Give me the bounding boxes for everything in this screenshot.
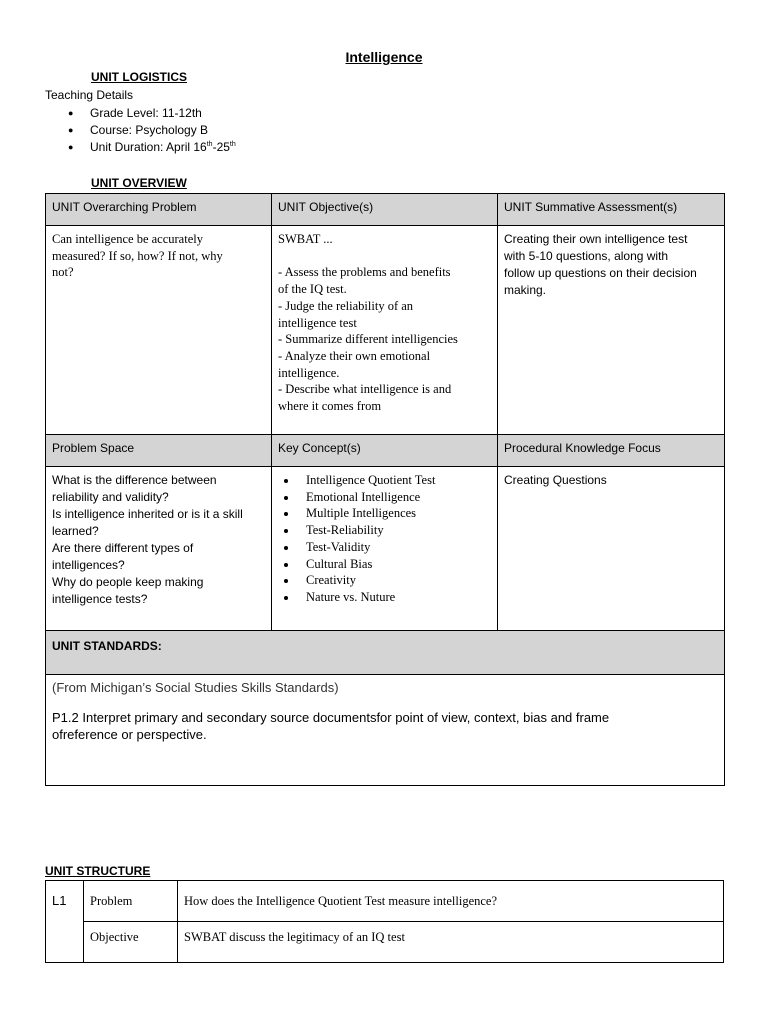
problem-space-header: Problem Space [46,435,272,467]
problem-space-body-row [46,467,725,631]
standards-source-text: (From Michigan’s Social Studies Skills Standards) [52,680,339,695]
problem-space-header-row [46,435,725,467]
key-concept-item: • Cultural Bias [298,556,491,573]
key-concept-item: • Nature vs. Nuture [298,589,491,606]
duration-sup-end: th [229,141,236,148]
unit-duration-item [60,139,236,156]
course-item: ● Course: Psychology B [60,122,236,139]
unit-logistics-heading: UNIT LOGISTICS [91,70,187,84]
standards-header-row [46,631,725,675]
lesson-objective-text: SWBAT discuss the legitimacy of an IQ test [178,922,724,963]
teaching-details-label: Teaching Details [45,88,134,102]
key-concept-item: • Test-Validity [298,539,491,556]
objectives-text: SWBAT ... - Assess the problems and benefits of the IQ test. - Judge the reliability of an intelligence test - Summarize different intelligencies - Analyze their own emotional intelligence. - Describe what intelligence is and where it comes from [278,232,458,414]
duration-mid: -25 [212,140,230,154]
unit-standards-header: UNIT STANDARDS: [46,631,725,675]
unit-overview-table [45,193,725,786]
key-concept-item: • Multiple Intelligences [298,505,491,522]
structure-problem-row [46,881,724,922]
objective-label: Objective [84,922,178,963]
key-concepts-cell [272,467,498,631]
summative-assessment-header: UNIT Summative Assessment(s) [498,194,725,226]
procedural-knowledge-text: Creating Questions [504,473,607,487]
key-concepts-header: Key Concept(s) [272,435,498,467]
overarching-problem-header: UNIT Overarching Problem [46,194,272,226]
key-concept-item: • Creativity [298,572,491,589]
standards-body-row [46,675,725,786]
summative-assessment-text: Creating their own intelligence test with 5-10 questions, along with follow up questions on their decision making. [504,232,697,297]
unit-standards-cell [46,675,725,786]
problem-space-text: What is the difference between reliability and validity? Is intelligence inherited or is it a skill learned? Are there different types of intelligences? Why do people keep making intelligence tests? [52,473,243,606]
grade-level-item: ● Grade Level: 11-12th [60,105,236,122]
unit-structure-heading: UNIT STRUCTURE [45,864,151,878]
duration-sup-start: th [206,141,213,148]
overview-body-row [46,226,725,435]
unit-structure-table [45,880,724,963]
standard-p1-2-text: P1.2 Interpret primary and secondary source documentsfor point of view, context, bias and frame ofreference or perspective. [52,710,610,742]
unit-overview-heading: UNIT OVERVIEW [91,176,187,190]
lesson-problem-text: How does the Intelligence Quotient Test measure intelligence? [178,881,724,922]
key-concept-item: • Test-Reliability [298,522,491,539]
overarching-problem-cell [46,226,272,435]
procedural-knowledge-header: Procedural Knowledge Focus [498,435,725,467]
objectives-cell [272,226,498,435]
problem-label: Problem [84,881,178,922]
summative-assessment-cell [498,226,725,435]
teaching-details-list [60,105,236,156]
problem-space-cell [46,467,272,631]
key-concepts-list [278,472,491,606]
duration-prefix: Unit Duration: April 16 [90,140,207,154]
overarching-problem-text: Can intelligence be accurately measured? If so, how? If not, why not? [52,232,223,280]
objectives-header: UNIT Objective(s) [272,194,498,226]
key-concept-item: • Emotional Intelligence [298,489,491,506]
document-title: Intelligence [345,49,423,65]
key-concept-item: • Intelligence Quotient Test [298,472,491,489]
procedural-knowledge-cell [498,467,725,631]
structure-objective-row [46,922,724,963]
overview-header-row [46,194,725,226]
lesson-number: L1 [46,881,84,963]
